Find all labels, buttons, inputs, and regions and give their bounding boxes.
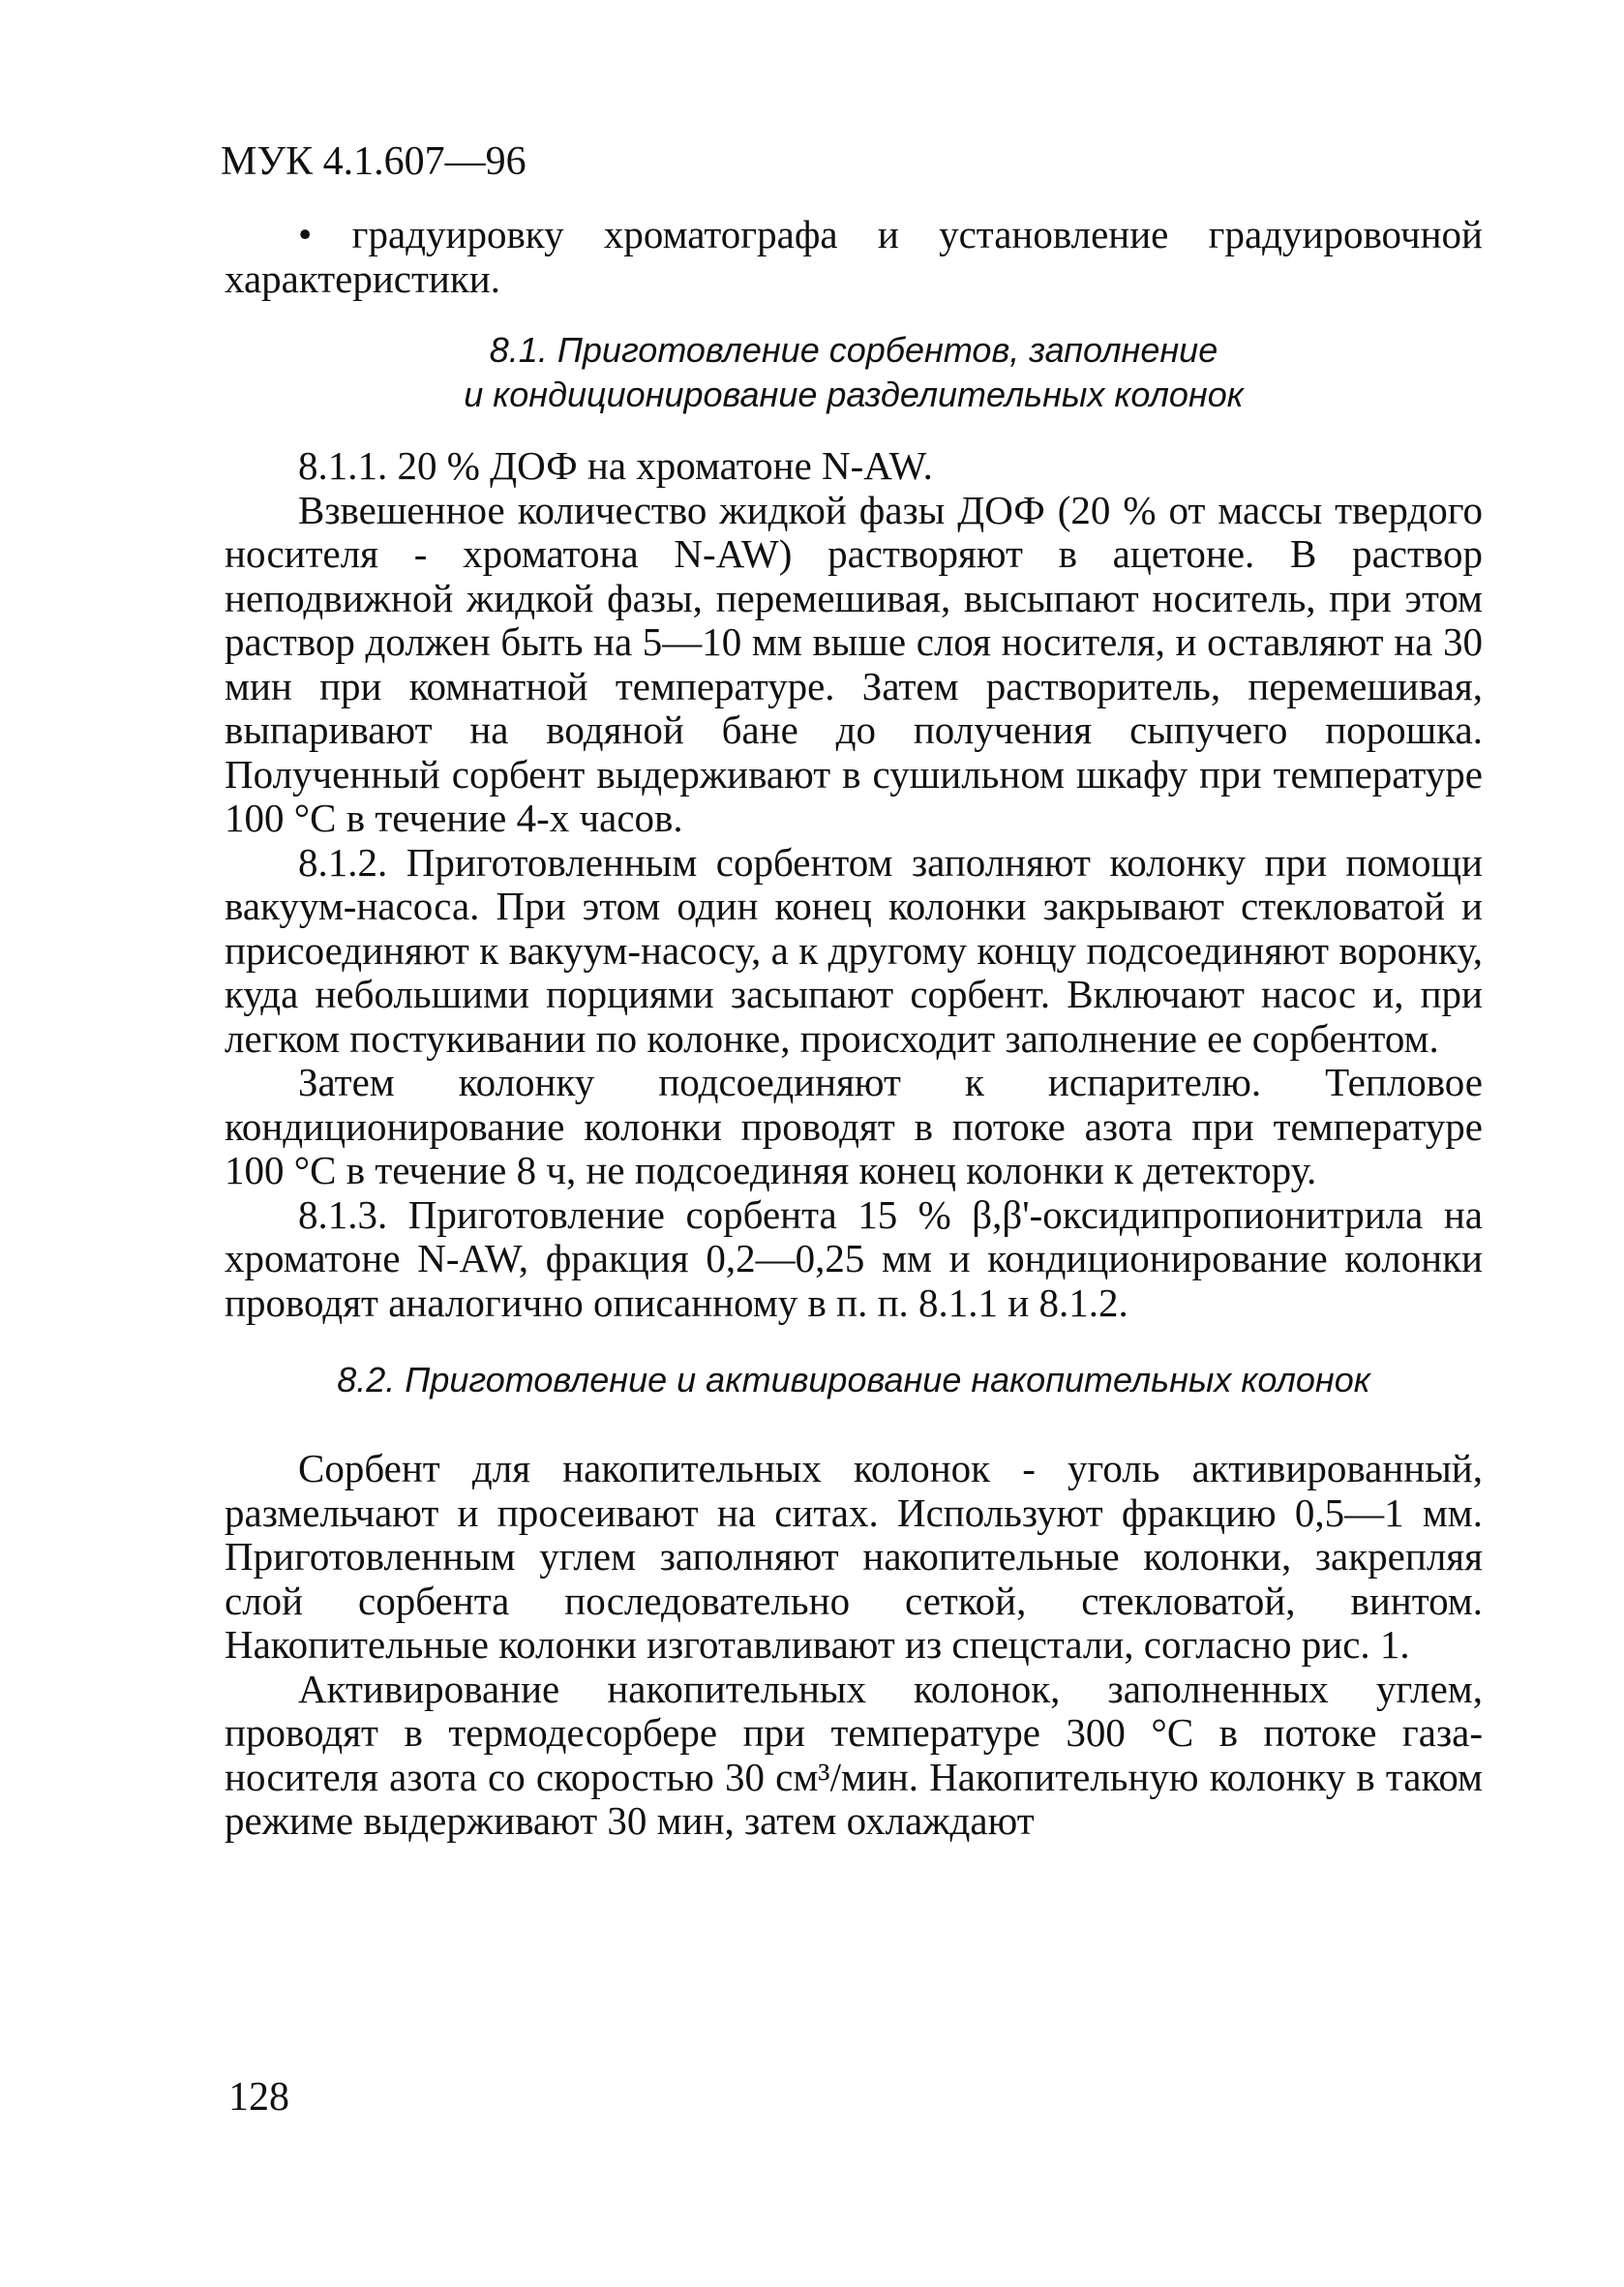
- paragraph-weighed: Взвешенное количество жидкой фазы ДОФ (20 % от массы твердого носителя - хроматона N-AW) растворяют в ацетоне. В раствор неподвижной жидкой фазы, перемешивая, высыпают носитель, при этом раствор должен быть на 5—10 мм выше слоя носителя, и оставляют на 30 мин при комнатной температуре. Затем растворитель, перемешивая, выпаривают на водяной бане до получения сыпучего порошка. Полученный сорбент выдерживают в сушильном шкафу при температуре 100 °С в течение 4-х часов.: [225, 487, 1483, 840]
- section-heading-line: и кондиционирование разделительных колонок: [464, 375, 1244, 414]
- paragraph-8-1-1: 8.1.1. 20 % ДОФ на хроматоне N-AW.: [298, 443, 933, 488]
- page-content: [225, 213, 1483, 1844]
- paragraph-activation: Активирование накопительных колонок, заполненных углем, проводят в термодесорбере при температуре 300 °С в потоке газа-носителя азота со скоростью 30 см³/мин. Накопительную колонку в таком режиме выдерживают 30 мин, затем охлаждают: [225, 1666, 1483, 1843]
- paragraph-then: Затем колонку подсоединяют к испарителю. Тепловое кондиционирование колонки проводят в потоке азота при температуре 100 °С в течение 8 ч, не подсоединяя конец колонки к детектору.: [225, 1060, 1483, 1192]
- bullet-item: • градуировку хроматографа и установление градуировочной характеристики.: [225, 212, 1483, 301]
- paragraph-sorbent: Сорбент для накопительных колонок - уголь активированный, размельчают и просеивают на ситах. Используют фракцию 0,5—1 мм. Приготовленным углем заполняют накопительные колонки, закрепляя слой сорбента последовательно сеткой, стекловатой, винтом. Накопительные колонки изготавливают из спецстали, согласно рис. 1.: [225, 1446, 1483, 1667]
- document-code: МУК 4.1.607—96: [221, 139, 526, 184]
- paragraph-8-1-2: 8.1.2. Приготовленным сорбентом заполняют колонку при помощи вакуум-насоса. При этом один конец колонки закрывают стекловатой и присоединяют к вакуум-насосу, а к другому концу подсоединяют воронку, куда небольшими порциями засыпают сорбент. Включают насос и, при легком постукивании по колонке, происходит заполнение ее сорбентом.: [225, 839, 1483, 1061]
- paragraph-8-1-3: 8.1.3. Приготовление сорбента 15 % β,β'-оксидипропионитрила на хроматоне N-AW, фракция 0,2—0,25 мм и кондиционирование колонки проводят аналогично описанному в п. п. 8.1.1 и 8.1.2.: [225, 1191, 1483, 1325]
- section-heading-8-1: [225, 328, 1483, 417]
- section-heading-8-2: 8.2. Приготовление и активирование накопительных колонок: [337, 1360, 1370, 1399]
- page-number: 128: [228, 2075, 289, 2120]
- section-heading-line: 8.1. Приготовление сорбентов, заполнение: [489, 330, 1218, 370]
